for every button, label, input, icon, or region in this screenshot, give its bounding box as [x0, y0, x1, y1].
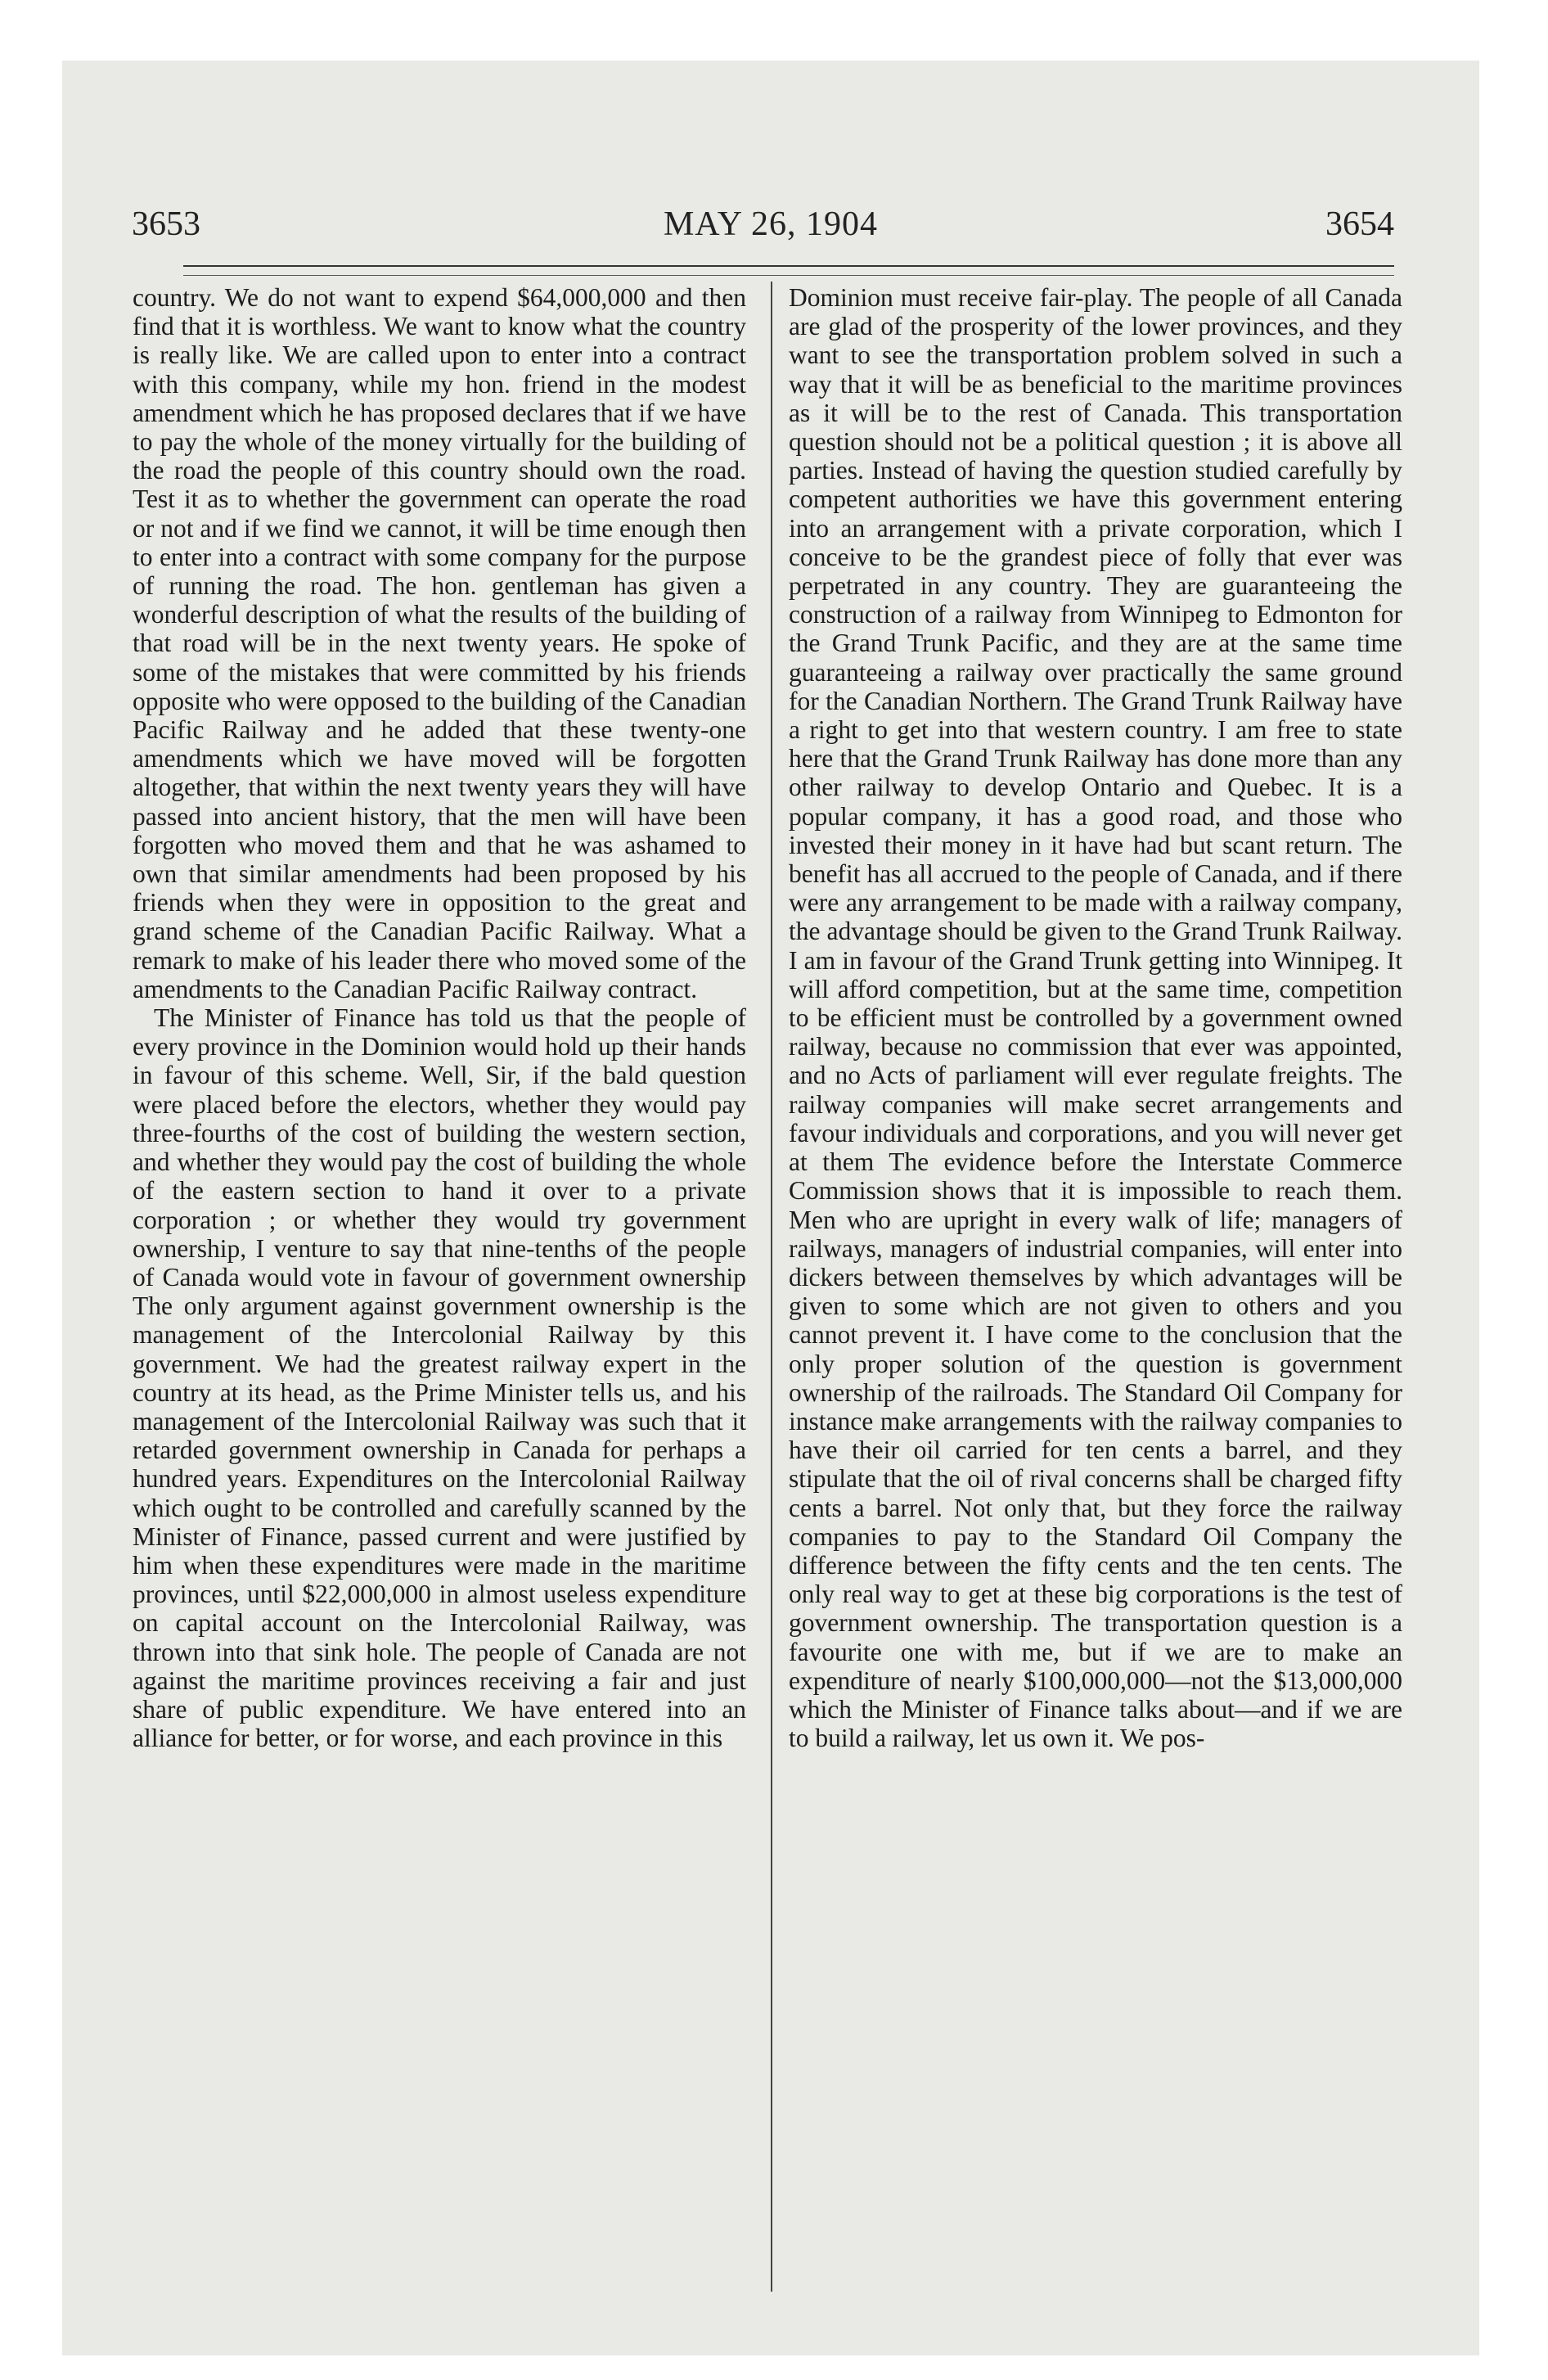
right-page-number: 3654 [1325, 205, 1394, 243]
left-paragraph-1: country. We do not want to expend $64,000,000 and then find that it is worthless. We want to know what the country is really like. We are called upon to enter into a contract with this company, while my hon. friend in the modest amendment which he has proposed declares that if we have to pay the whole of the money virtually for the building of the road the people of this country should own the road. Test it as to whether the government can operate the road or not and if we find we cannot, it will be time enough then to enter into a contract with some company for the purpose of running the road. The hon. gentleman has given a wonderful description of what the results of the building of that road will be in the next twenty years. He spoke of some of the mistakes that were committed by his friends opposite who were opposed to the building of the Canadian Pacific Railway and he added that these twenty-one amendments which we have moved will be forgotten altogether, that within the next twenty years they will have passed into ancient history, that the men will have been forgotten who moved them and that he was ashamed to own that similar amendments had been proposed by his friends when they were in opposition to the great and grand scheme of the Canadian Pacific Railway. What a remark to make of his leader there who moved some of the amendments to the Canadian Pacific Railway contract. [133, 283, 746, 1003]
left-column [133, 283, 746, 2297]
running-header [62, 205, 1479, 254]
page-date: MAY 26, 1904 [663, 205, 879, 243]
left-paragraph-2: The Minister of Finance has told us that the people of every province in the Dominion would hold up their hands in favour of this scheme. Well, Sir, if the bald question were placed before the electors, whether they would pay three-fourths of the cost of building the western section, and whether they would pay the cost of building the whole of the eastern section to hand it over to a private corporation ; or whether they would try government ownership, I venture to say that nine-tenths of the people of Canada would vote in favour of government ownership The only argument against government ownership is the management of the Intercolonial Railway by this government. We had the greatest railway expert in the country at its head, as the Prime Minister tells us, and his management of the Intercolonial Railway was such that it retarded government ownership in Canada for perhaps a hundred years. Expenditures on the Intercolonial Railway which ought to be controlled and carefully scanned by the Minister of Finance, passed current and were justified by him when these expenditures were made in the maritime provinces, until $22,000,000 in almost useless expenditure on capital account on the Intercolonial Railway, was thrown into that sink hole. The people of Canada are not against the maritime provinces receiving a fair and just share of public expenditure. We have entered into an alliance for better, or for worse, and each province in this [133, 1003, 746, 1753]
right-paragraph-1: Dominion must receive fair-play. The people of all Canada are glad of the prosperity of the lower provinces, and they want to see the transportation problem solved in such a way that it will be as beneficial to the maritime provinces as it will be to the rest of Canada. This transportation question should not be a political question ; it is above all parties. Instead of having the question studied carefully by competent authorities we have this government entering into an arrangement with a private corporation, which I conceive to be the grandest piece of folly that ever was perpetrated in any country. They are guaranteeing the construction of a railway from Winnipeg to Edmonton for the Grand Trunk Pacific, and they are at the same time guaranteeing a railway over practically the same ground for the Canadian Northern. The Grand Trunk Railway have a right to get into that western country. I am free to state here that the Grand Trunk Railway has done more than any other railway to develop Ontario and Quebec. It is a popular company, it has a good road, and those who invested their money in it have had but scant return. The benefit has all accrued to the people of Canada, and if there were any arrangement to be made with a railway company, the advantage should be given to the Grand Trunk Railway. I am in favour of the Grand Trunk getting into Winnipeg. It will afford competition, but at the same time, competition to be efficient must be controlled by a government owned railway, because no commission that ever was appointed, and no Acts of parliament will ever regulate freights. The railway companies will make secret arrangements and favour individuals and corporations, and you will never get at them The evidence before the Interstate Commerce Commission shows that it is impossible to reach them. Men who are upright in every walk of life; managers of railways, managers of industrial companies, will enter into dickers between themselves by which advantages will be given to some which are not given to others and you cannot prevent it. I have come to the conclusion that the only proper solution of the question is government ownership of the railroads. The Standard Oil Company for instance make arrangements with the railway companies to have their oil carried for ten cents a barrel, and they stipulate that the oil of rival concerns shall be charged fifty cents a barrel. Not only that, but they force the railway companies to pay to the Standard Oil Company the difference between the fifty cents and the ten cents. The only real way to get at these big corporations is the test of government ownership. The transportation question is a favourite one with me, but if we are to make an expenditure of nearly $100,000,000—not the $13,000,000 which the Minister of Finance talks about—and if we are to build a railway, let us own it. We pos- [789, 283, 1402, 1753]
page-scan [62, 61, 1479, 2355]
column-divider [771, 282, 772, 2292]
left-page-number: 3653 [132, 205, 200, 243]
right-column [789, 283, 1402, 2297]
header-rule-thick [183, 265, 1394, 267]
header-rule-thin [183, 275, 1394, 276]
